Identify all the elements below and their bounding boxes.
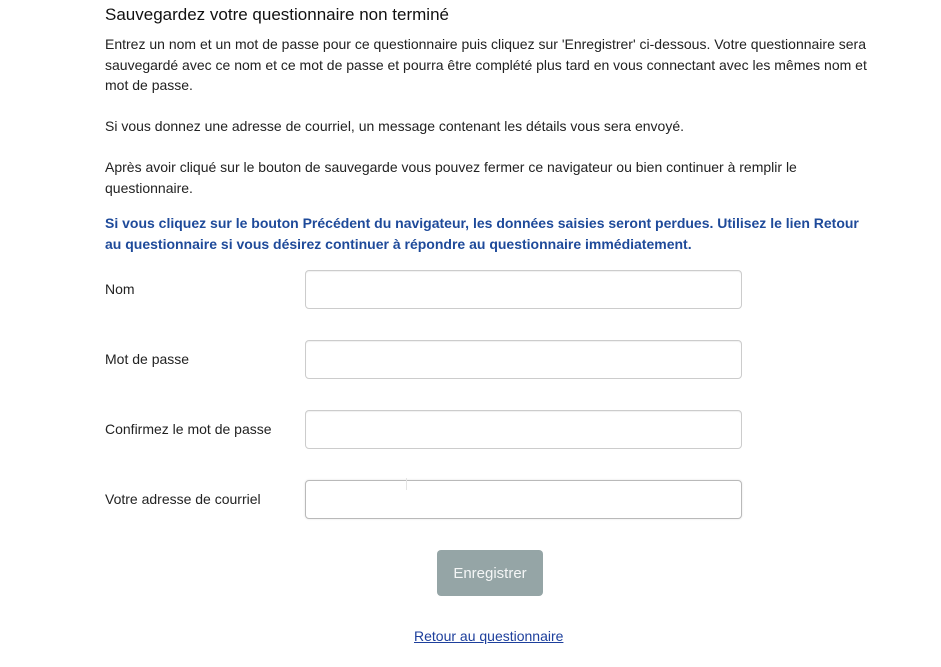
text-cursor-icon <box>406 478 407 490</box>
password-input[interactable] <box>305 340 742 379</box>
name-label: Nom <box>105 281 135 297</box>
confirm-password-row <box>105 410 745 449</box>
back-to-questionnaire-link[interactable]: Retour au questionnaire <box>414 628 564 644</box>
after-save-paragraph: Après avoir cliqué sur le bouton de sauvegarde vous pouvez fermer ce navigateur ou bien continuer à remplir le questionnaire. <box>105 159 797 196</box>
email-input[interactable] <box>305 480 742 519</box>
email-row <box>105 480 745 519</box>
password-label: Mot de passe <box>105 351 190 367</box>
name-row <box>105 270 745 309</box>
save-button[interactable]: Enregistrer <box>437 550 543 596</box>
email-info-paragraph: Si vous donnez une adresse de courriel, un message contenant les détails vous sera envoyé. <box>105 118 685 134</box>
confirm-password-input[interactable] <box>305 410 742 449</box>
warning-message: Si vous cliquez sur le bouton Précédent du navigateur, les données saisies seront perdues. Utilisez le lien Retour au questionnaire si vous désirez continuer à répondre au questionnaire immédiatement. <box>105 215 859 252</box>
page-title: Sauvegardez votre questionnaire non terminé <box>105 5 449 24</box>
email-label: Votre adresse de courriel <box>105 491 261 507</box>
instructions-paragraph: Entrez un nom et un mot de passe pour ce questionnaire puis cliquez sur 'Enregistrer' ci-dessous. Votre questionnaire sera sauvegardé avec ce nom et ce mot de passe et pourra être complété plus tard en vous connectant avec les mêmes nom et mot de passe. <box>105 36 867 93</box>
confirm-password-label: Confirmez le mot de passe <box>105 421 272 437</box>
password-row <box>105 340 745 379</box>
name-input[interactable] <box>305 270 742 309</box>
